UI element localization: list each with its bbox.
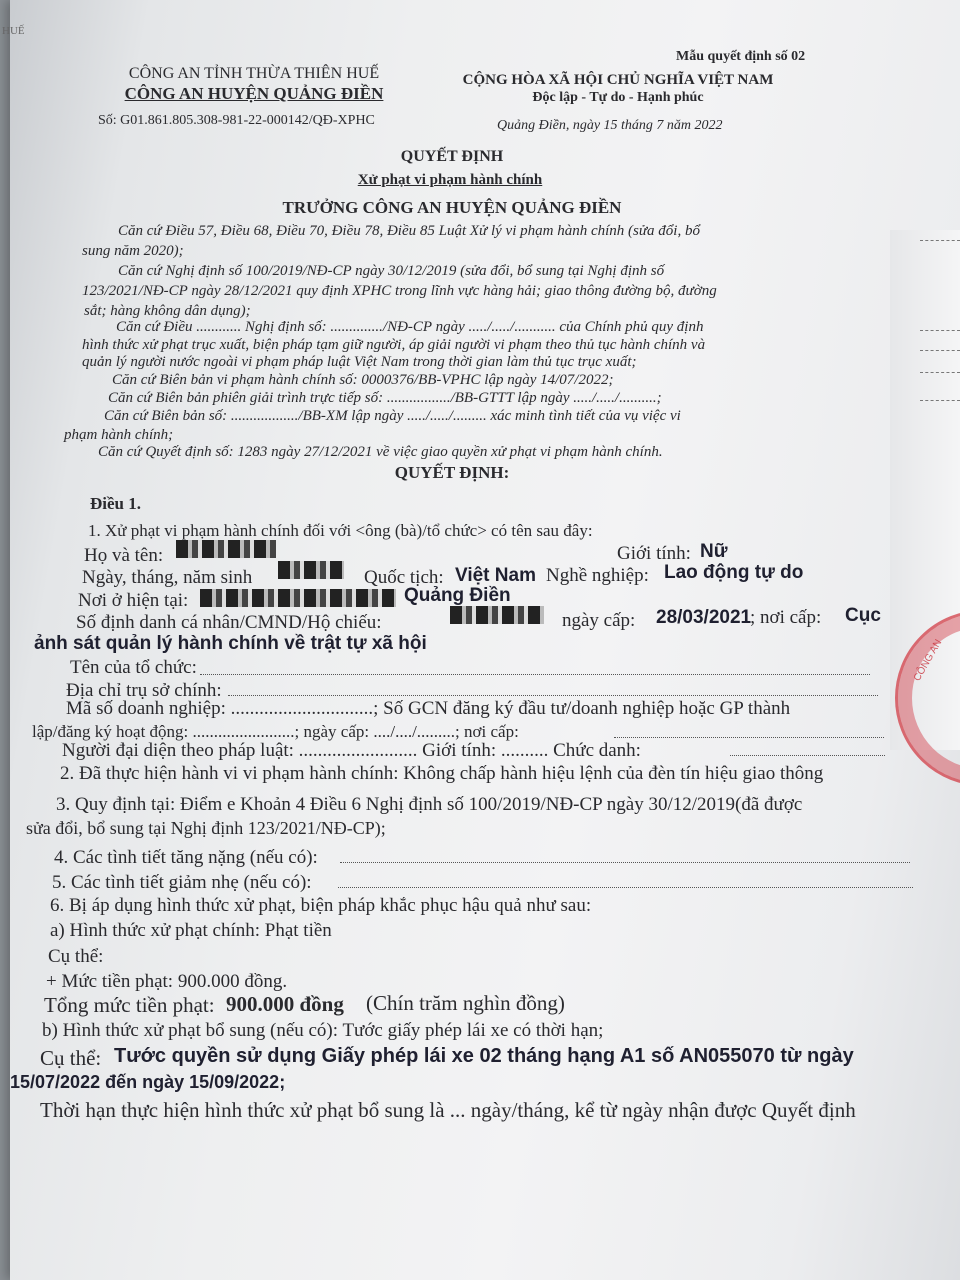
address-value: Quảng Điền xyxy=(404,585,511,606)
item-3-cont: sửa đổi, bổ sung tại Nghị định 123/2021/NĐ-CP); xyxy=(26,818,386,838)
basis-line: 123/2021/NĐ-CP ngày 28/12/2021 quy định XPHC trong lĩnh vực hàng hải; giao thông đường bộ, đường xyxy=(82,283,717,299)
redacted-name xyxy=(176,540,276,558)
item-6: 6. Bị áp dụng hình thức xử phạt, biện pháp khắc phục hậu quả như sau: xyxy=(50,895,592,916)
issue-place-date: Quảng Điền, ngày 15 tháng 7 năm 2022 xyxy=(497,118,723,133)
article-heading: Điều 1. xyxy=(90,494,141,513)
basis-line: quản lý người nước ngoài vi phạm pháp luật Việt Nam trong thời gian làm thủ tục trục xuất; xyxy=(82,354,637,370)
issue-place-label: ; nơi cấp: xyxy=(750,607,822,628)
decision-heading: QUYẾT ĐỊNH: xyxy=(394,463,510,482)
job-value: Lao động tự do xyxy=(664,562,804,583)
org-address-label: Địa chỉ trụ sở chính: xyxy=(66,680,222,701)
fine-amount: + Mức tiền phạt: 900.000 đồng. xyxy=(46,971,288,992)
position-blank xyxy=(730,755,885,756)
agency-name: CÔNG AN HUYỆN QUẢNG ĐIỀN xyxy=(124,84,384,103)
redacted-dob xyxy=(278,561,344,579)
item-6b: b) Hình thức xử phạt bổ sung (nếu có): Tước giấy phép lái xe có thời hạn; xyxy=(42,1020,604,1041)
legal-representative-line: Người đại diện theo pháp luật: ......................... Giới tính: .......... Chức danh: xyxy=(62,740,641,761)
underlying-page-line xyxy=(920,240,960,241)
org-name-blank xyxy=(200,674,870,675)
item-6a: a) Hình thức xử phạt chính: Phạt tiền xyxy=(50,920,332,941)
basis-line: Căn cứ Quyết định số: 1283 ngày 27/12/2021 về việc giao quyền xử phạt vi phạm hành chính. xyxy=(98,444,663,460)
underlying-page-line xyxy=(920,330,960,331)
issue-place-value: Cục xyxy=(845,605,881,626)
basis-line: sắt; hàng không dân dụng); xyxy=(84,303,251,319)
org-address-blank xyxy=(228,695,878,696)
basis-line: sung năm 2020); xyxy=(82,243,184,259)
job-label: Nghề nghiệp: xyxy=(546,565,649,586)
basis-line: phạm hành chính; xyxy=(64,427,174,443)
redacted-address xyxy=(200,589,396,607)
nationality-label: Quốc tịch: xyxy=(364,567,444,588)
detail-2-value-cont: 15/07/2022 đến ngày 15/09/2022; xyxy=(10,1072,286,1092)
basis-line: Căn cứ Biên bản phiên giải trình trực tiếp số: ................./BB-GTTT lập ngày ...../...../..........; xyxy=(108,390,662,406)
dob-label: Ngày, tháng, năm sinh xyxy=(82,567,253,588)
last-line: Thời hạn thực hiện hình thức xử phạt bổ sung là ... ngày/tháng, kể từ ngày nhận được Quyết định xyxy=(40,1098,856,1122)
issue-place-blank xyxy=(614,737,884,738)
issuing-authority: TRƯỞNG CÔNG AN HUYỆN QUẢNG ĐIỀN xyxy=(282,198,622,217)
total-fine-value: 900.000 đồng xyxy=(226,992,344,1016)
org-name-label: Tên của tổ chức: xyxy=(70,657,197,678)
total-fine-label: Tổng mức tiền phạt: xyxy=(44,993,215,1017)
underlying-page-line xyxy=(920,400,960,401)
business-code-line: Mã số doanh nghiệp: ..............................; Số GCN đăng ký đầu tư/doanh nghiệp hoặc GP thành xyxy=(66,698,791,719)
decision-number: Số: G01.861.805.308-981-22-000142/QĐ-XPHC xyxy=(98,113,375,128)
detail-2-label: Cụ thể: xyxy=(40,1046,102,1070)
issue-place-value-cont: ảnh sát quản lý hành chính về trật tự xã hội xyxy=(34,633,427,654)
basis-line: hình thức xử phạt trục xuất, biện pháp tạm giữ người, áp giải người vi phạm theo thủ tục hành chính và xyxy=(82,337,706,353)
item-2: 2. Đã thực hiện hành vi vi phạm hành chính: Không chấp hành hiệu lệnh của đèn tín hiệu giao thông xyxy=(60,763,824,784)
item-5-blank xyxy=(338,887,913,888)
underlying-page-line xyxy=(920,372,960,373)
item-1: 1. Xử phạt vi phạm hành chính đối với <ông (bà)/tổ chức> có tên sau đây: xyxy=(88,521,593,540)
document-title: QUYẾT ĐỊNH xyxy=(400,148,504,165)
issue-date-label: ngày cấp: xyxy=(562,610,636,631)
issue-date-value: 28/03/2021 xyxy=(656,607,752,628)
redacted-id xyxy=(450,606,544,624)
name-label: Họ và tên: xyxy=(84,545,164,566)
basis-line: Căn cứ Nghị định số 100/2019/NĐ-CP ngày 30/12/2019 (sửa đổi, bổ sung tại Nghị định số xyxy=(118,263,665,279)
document-subtitle: Xử phạt vi phạm hành chính xyxy=(357,172,543,188)
underlying-page-line xyxy=(920,350,960,351)
item-4: 4. Các tình tiết tăng nặng (nếu có): xyxy=(54,847,318,868)
detail-2-value: Tước quyền sử dụng Giấy phép lái xe 02 tháng hạng A1 số AN055070 từ ngày xyxy=(114,1045,854,1067)
ministry-name: CÔNG AN TỈNH THỪA THIÊN HUẾ xyxy=(128,65,380,82)
id-label: Số định danh cá nhân/CMND/Hộ chiếu: xyxy=(76,612,382,633)
national-title: CỘNG HÒA XÃ HỘI CHỦ NGHĨA VIỆT NAM xyxy=(462,72,774,88)
address-label: Nơi ở hiện tại: xyxy=(78,590,189,611)
national-motto: Độc lập - Tự do - Hạnh phúc xyxy=(532,90,704,105)
gender-label: Giới tính: xyxy=(617,543,691,564)
basis-line: Căn cứ Biên bản vi phạm hành chính số: 0000376/BB-VPHC lập ngày 14/07/2022; xyxy=(112,372,614,388)
basis-line: Căn cứ Điều 57, Điều 68, Điều 70, Điều 78, Điều 85 Luật Xử lý vi phạm hành chính (sửa đổi, bổ xyxy=(118,223,700,239)
item-4-blank xyxy=(340,862,910,863)
edge-text: HUẾ xyxy=(2,25,25,37)
basis-line: Căn cứ Biên bản số: ................../BB-XM lập ngày ...../...../......... xác minh tình tiết của vụ việc vi xyxy=(104,408,681,424)
basis-line: Căn cứ Điều ............ Nghị định số: ............../NĐ-CP ngày ...../...../........... của Chính phủ quy định xyxy=(116,319,704,335)
total-fine-words: (Chín trăm nghìn đồng) xyxy=(366,991,565,1015)
nationality-value: Việt Nam xyxy=(455,565,536,586)
item-5: 5. Các tình tiết giảm nhẹ (nếu có): xyxy=(52,872,312,893)
official-seal-text: CÔNG AN xyxy=(911,637,945,684)
business-registration-line: lập/đăng ký hoạt động: ........................; ngày cấp: ..../..../.........; nơi cấp: xyxy=(32,722,519,741)
item-3: 3. Quy định tại: Điểm e Khoản 4 Điều 6 Nghị định số 100/2019/NĐ-CP ngày 30/12/2019(đã được xyxy=(56,794,803,815)
form-number: Mẫu quyết định số 02 xyxy=(676,49,806,64)
gender-value: Nữ xyxy=(700,541,728,562)
detail-label: Cụ thể: xyxy=(48,946,104,967)
